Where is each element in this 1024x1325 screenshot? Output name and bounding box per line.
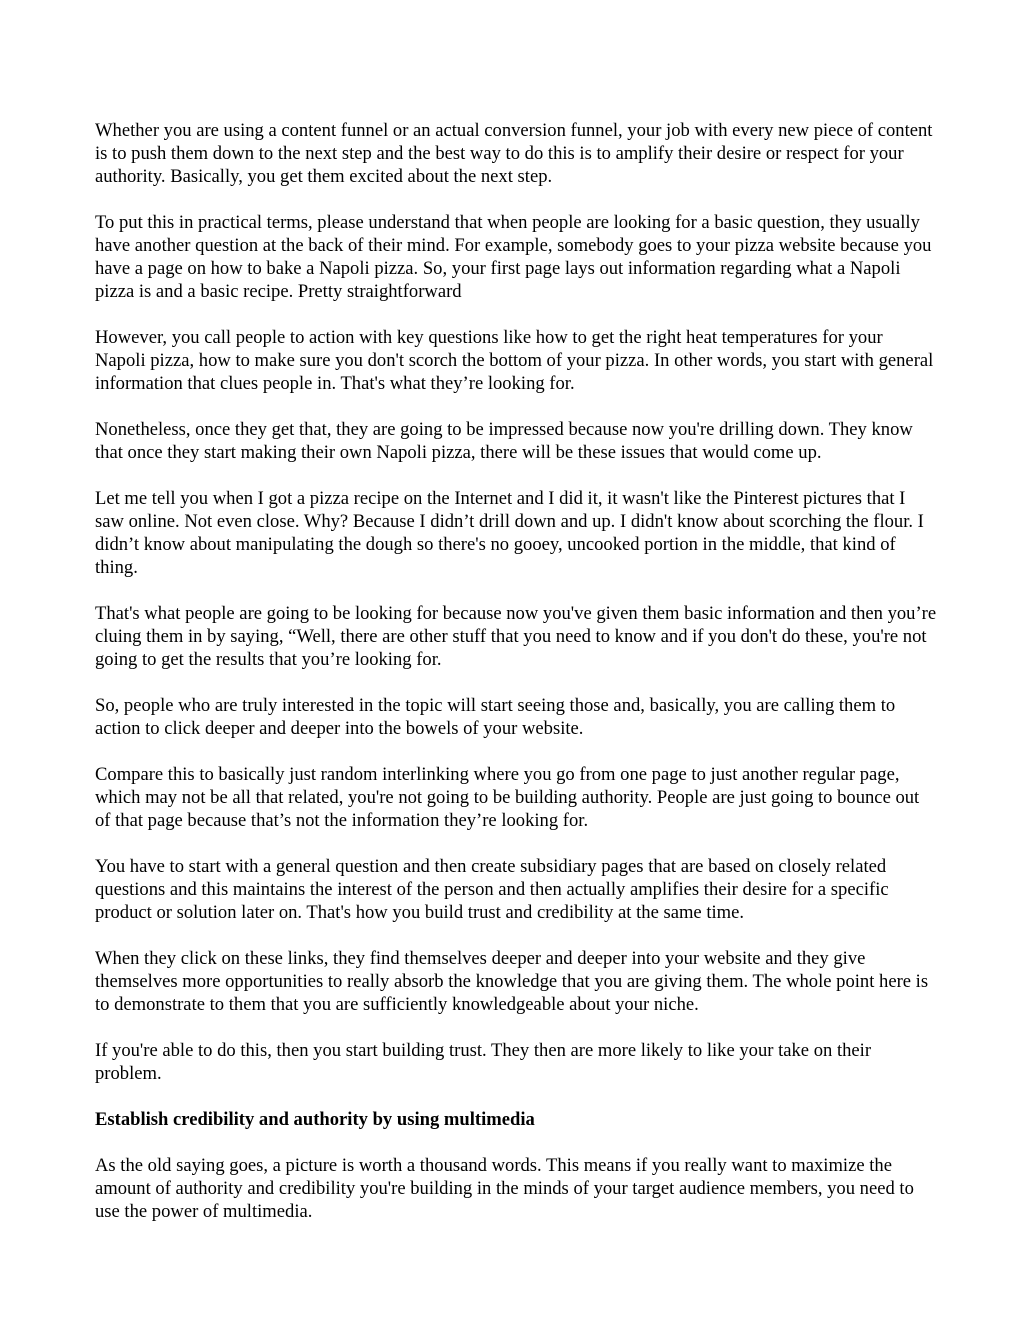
paragraph-multimedia: As the old saying goes, a picture is worth a thousand words. This means if you really want to maximize the amount of authority and credibility you're building in the minds of your target audience members, you need to use the power of multimedia. xyxy=(95,1155,914,1222)
paragraph-pizza-recipe: Let me tell you when I got a pizza recipe on the Internet and I did it, it wasn't like the Pinterest pictures that I saw online. Not even close. Why? Because I didn’t drill down and up. I didn't know about scorching the flour. I didn’t know about manipulating the dough so there's no gooey, uncooked portion in the middle, that kind of thing. xyxy=(95,488,924,578)
paragraph-building-trust: If you're able to do this, then you start building trust. They then are more likely to like your take on their problem. xyxy=(95,1040,872,1084)
paragraph-drilling-down: Nonetheless, once they get that, they are going to be impressed because now you're drilling down. They know that once they start making their own Napoli pizza, there will be these issues that would come up. xyxy=(95,419,913,463)
paragraph-random-interlinking: Compare this to basically just random interlinking where you go from one page to just another regular page, which may not be all that related, you're not going to be building authority. People are just going to bounce out of that page because that’s not the information they’re looking for. xyxy=(95,764,920,831)
paragraph-call-to-action: However, you call people to action with key questions like how to get the right heat temperatures for your Napoli pizza, how to make sure you don't scorch the bottom of your pizza. In other words, you start with general information that clues people in. That's what they’re looking for. xyxy=(95,327,934,394)
paragraph-click-deeper: So, people who are truly interested in the topic will start seeing those and, basically, you are calling them to action to click deeper and deeper into the bowels of your website. xyxy=(95,695,896,739)
paragraph-content-funnel: Whether you are using a content funnel or an actual conversion funnel, your job with every new piece of content is to push them down to the next step and the best way to do this is to amplify their desire or respect for your authority. Basically, you get them excited about the next step. xyxy=(95,120,933,187)
paragraph-clicking-links: When they click on these links, they find themselves deeper and deeper into your website and they give themselves more opportunities to really absorb the knowledge that you are giving them. The whole point here is to demonstrate to them that you are sufficiently knowledgeable about your niche. xyxy=(95,948,929,1015)
paragraph-practical-terms: To put this in practical terms, please understand that when people are looking for a basic question, they usually have another question at the back of their mind. For example, somebody goes to your pizza website because you have a page on how to bake a Napoli pizza. So, your first page lays out information regarding what a Napoli pizza is and a basic recipe. Pretty straightforward xyxy=(95,212,932,302)
paragraph-cluing-in: That's what people are going to be looking for because now you've given them basic information and then you’re cluing them in by saying, “Well, there are other stuff that you need to know and if you don't do these, you're not going to get the results that you’re looking for. xyxy=(95,603,937,670)
section-heading: Establish credibility and authority by using multimedia xyxy=(95,1109,535,1130)
paragraph-subsidiary-pages: You have to start with a general question and then create subsidiary pages that are based on closely related questions and this maintains the interest of the person and then actually amplifies their desire for a specific product or solution later on. That's how you build trust and credibility at the same time. xyxy=(95,856,889,923)
document-page xyxy=(95,119,937,1246)
